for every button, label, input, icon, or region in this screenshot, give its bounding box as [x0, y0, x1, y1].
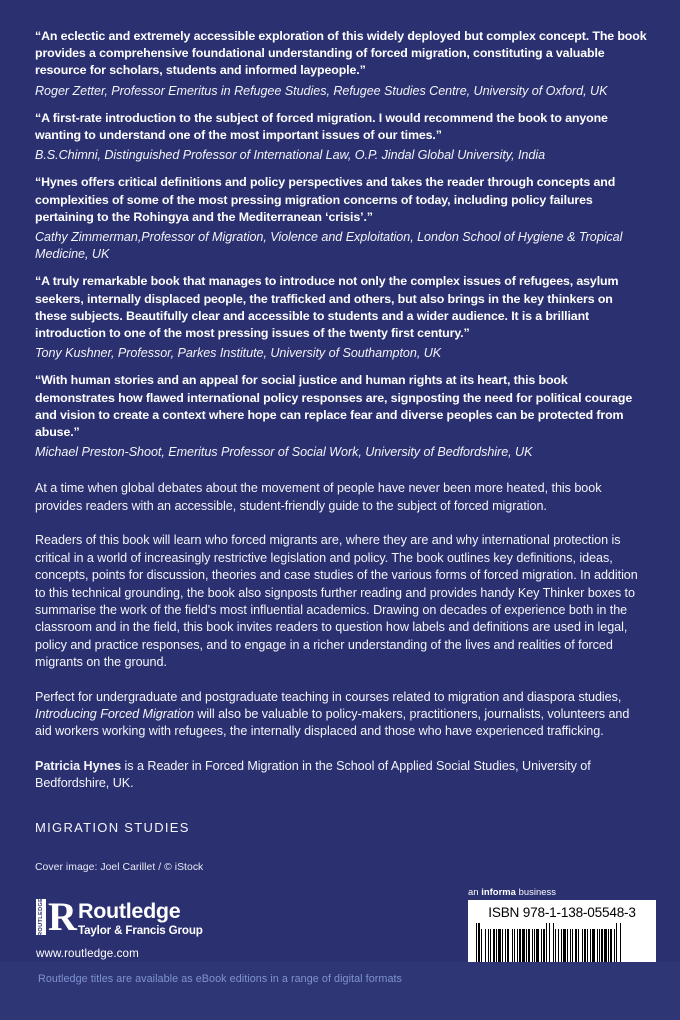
informa-brand: informa	[481, 886, 516, 897]
endorsement-quote: “A truly remarkable book that manages to introduce not only the complex issues of refugees, asylum seekers, internally displaced people, the trafficked and others, but also brings in the key thinkers on these subjects. Beautifully clear and accessible to students and a wider audience. It is a brilliant introduction to one of the most pressing issues of the twenty first century.”	[35, 274, 619, 341]
author-name: Patricia Hynes	[35, 758, 122, 773]
informa-suffix: business	[515, 886, 556, 897]
logo-vertical-text: ROUTLEDGE	[38, 897, 44, 937]
description-paragraph-2: Readers of this book will learn who forced migrants are, where they are and why international protection is critical in a world of increasingly restrictive legislation and policy. The book outlines key definitions, ideas, concepts, points for discussion, theories and case studies of the various forms of forced migration. In addition to this technical grounding, the book also signposts further reading and provides handy Key Thinker boxes to summarise the work of the field's most influential academics. Drawing on decades of experience both in the classroom and in the field, this book invites readers to question how labels and definitions are used in legal, policy and practice responses, and to engage in a richer understanding of the lives and realities of forced migrants on the ground.	[35, 533, 638, 670]
endorsement-source: Roger Zetter, Professor Emeritus in Refugee Studies, Refugee Studies Centre, University of Oxford, UK	[35, 83, 608, 98]
cover-image-credit: Cover image: Joel Carillet / © iStock	[35, 861, 204, 873]
logo-row	[36, 894, 266, 939]
endorsement-quote: “An eclectic and extremely accessible exploration of this widely deployed but complex concept. The book provides a comprehensive foundational understanding of forced migration, constituting a valuable resource for scholars, students and informed laypeople.”	[35, 29, 647, 78]
endorsement-1	[35, 28, 647, 100]
author-bio	[35, 758, 647, 793]
informa-prefix: an	[468, 886, 482, 897]
cover-content	[35, 28, 647, 873]
isbn-number: ISBN 978-1-138-05548-3	[488, 905, 636, 920]
book-title-italic: Introducing Forced Migration	[35, 706, 194, 721]
endorsement-quote: “A first-rate introduction to the subject of forced migration. I would recommend the book to anyone wanting to understand one of the most important issues of our times.”	[35, 110, 608, 143]
author-bio-text: is a Reader in Forced Migration in the School of Applied Social Studies, University of Bedfordshire, UK.	[35, 758, 591, 791]
endorsement-quote: “With human stories and an appeal for social justice and human rights at its heart, this book demonstrates how flawed international policy responses are, signposting the need for political courage and vision to create a context where hope can replace fear and diverse peoples can be protected from abuse.”	[35, 373, 633, 440]
publisher-subtitle: Taylor & Francis Group	[78, 924, 203, 937]
informa-business-label	[468, 886, 656, 897]
paragraph-3-tail: will also be valuable to policy-makers, practitioners, journalists, volunteers and aid workers working with refugees, the internally displaced and those who have experienced trafficking.	[35, 706, 630, 739]
ebook-footer-text: Routledge titles are available as eBook editions in a range of digital formats	[38, 973, 403, 985]
endorsement-source: Michael Preston-Shoot, Emeritus Professor of Social Work, University of Bedfordshire, UK	[35, 445, 533, 460]
endorsement-3	[35, 174, 647, 263]
routledge-logo-icon	[36, 894, 76, 939]
endorsement-source: B.S.Chimni, Distinguished Professor of International Law, O.P. Jindal Global University, India	[35, 148, 546, 163]
description-paragraph-1: At a time when global debates about the movement of people have never been more heated, this book provides readers with an accessible, student-friendly guide to the subject of forced migration.	[35, 481, 602, 513]
publisher-logo	[36, 894, 266, 960]
endorsement-quote: “Hynes offers critical definitions and policy perspectives and takes the reader through concepts and complexities of some of the most pressing migration concerns of today, including policy failures pertaining to the Rohingya and the Mediterranean ‘crisis’.”	[35, 175, 616, 224]
publisher-name: Routledge	[78, 899, 181, 923]
endorsement-5	[35, 372, 647, 461]
endorsement-source: Tony Kushner, Professor, Parkes Institute, University of Southampton, UK	[35, 346, 442, 361]
publisher-url: www.routledge.com	[36, 947, 139, 960]
series-label: MIGRATION STUDIES	[35, 819, 190, 835]
barcode-bars	[474, 923, 650, 967]
paragraph-3-lead: Perfect for undergraduate and postgraduate teaching in courses related to migration and diaspora studies,	[35, 689, 622, 704]
endorsement-source: Cathy Zimmerman,Professor of Migration, Violence and Exploitation, London School of Hygiene & Tropical Medicine, UK	[35, 230, 623, 262]
endorsement-2	[35, 110, 647, 165]
ebook-footer-band	[0, 962, 680, 1020]
logo-text-block	[78, 899, 203, 938]
logo-r-letter: R	[48, 894, 76, 939]
description-paragraph-3	[35, 689, 647, 741]
endorsement-4	[35, 273, 647, 362]
